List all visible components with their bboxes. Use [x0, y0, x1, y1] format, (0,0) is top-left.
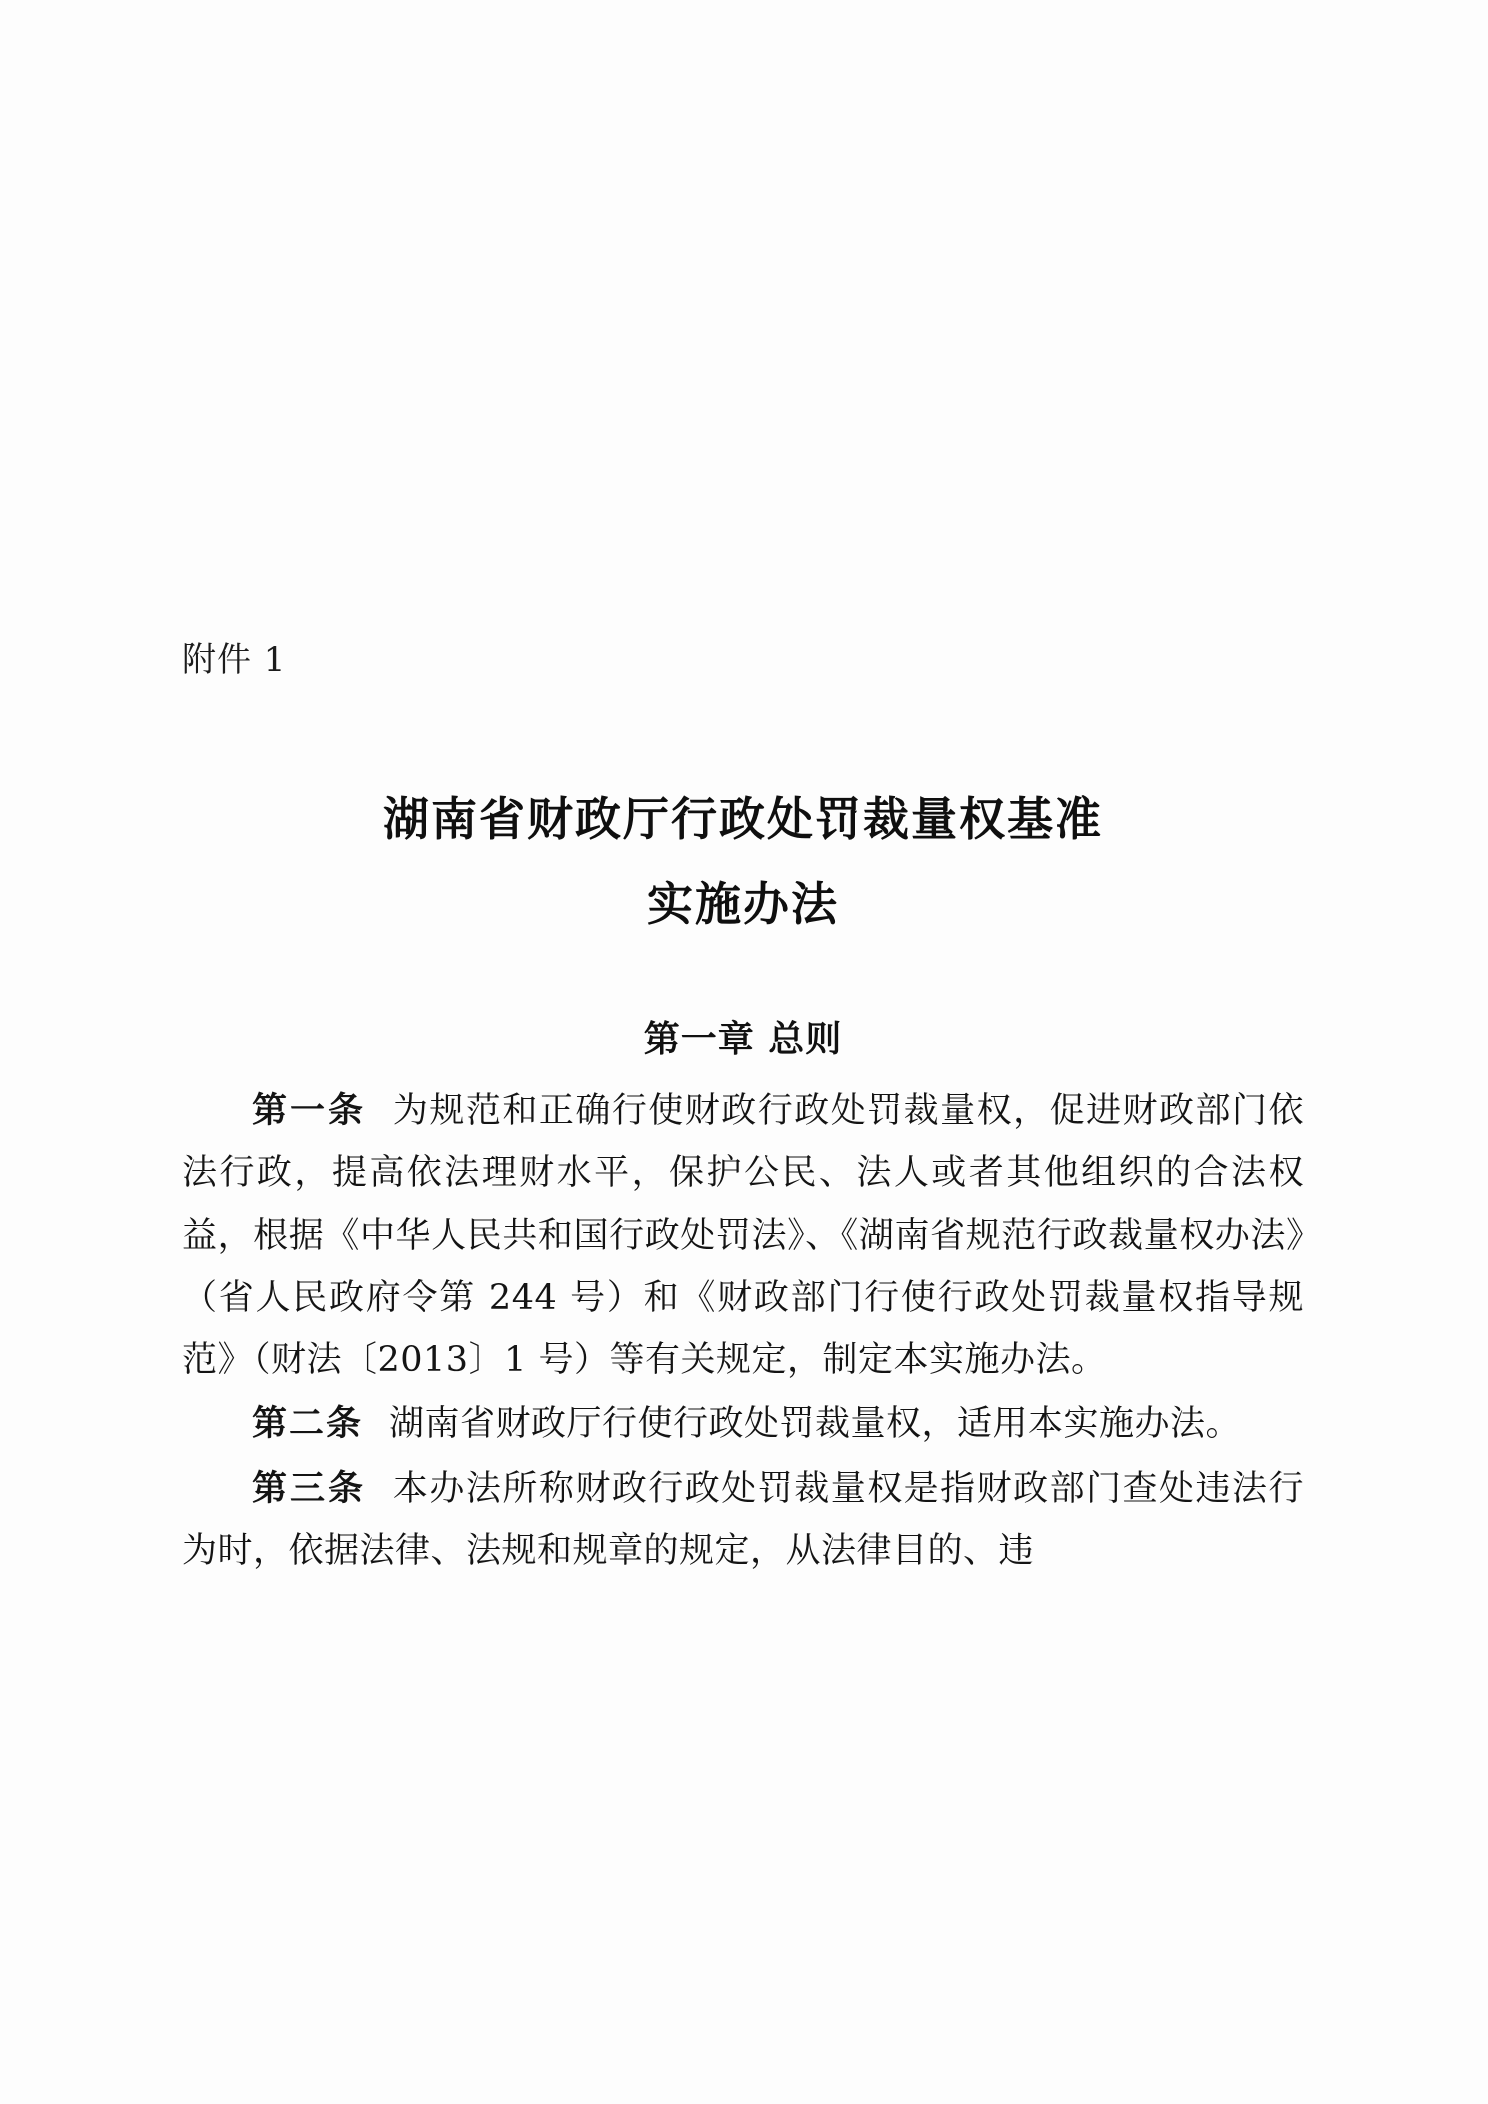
article-2 — [182, 1393, 1304, 1455]
article-2-text: 湖南省财政厅行使行政处罚裁量权，适用本实施办法。 — [389, 1404, 1242, 1445]
article-1-text: 为规范和正确行使财政行政处罚裁量权，促进财政部门依法行政，提高依法理财水平，保护公民、法人或者其他组织的合法权益，根据《中华人民共和国行政处罚法》、《湖南省规范行政裁量权办法》（省人民政府令第 244 号）和《财政部门行使行政处罚裁量权指导规范》（财法〔2013〕1 号）等有关规定，制定本实施办法。 — [182, 1090, 1304, 1381]
article-3-text: 本办法所称财政行政处罚裁量权是指财政部门查处违法行为时，依据法律、法规和规章的规定，从法律目的、违 — [182, 1468, 1304, 1572]
article-3-number: 第三条 — [252, 1468, 366, 1509]
page-title-line-1: 湖南省财政厅行政处罚裁量权基准 — [383, 791, 1103, 846]
chapter-heading: 第一章 总则 — [643, 1018, 843, 1060]
article-1-number: 第一条 — [252, 1090, 366, 1131]
article-3 — [182, 1458, 1304, 1583]
page-title — [182, 777, 1304, 947]
page-title-line-2: 实施办法 — [647, 876, 839, 931]
attachment-label: 附件 1 — [182, 640, 287, 680]
document-content — [182, 640, 1304, 1584]
article-2-number: 第二条 — [252, 1404, 364, 1445]
article-1 — [182, 1080, 1304, 1391]
